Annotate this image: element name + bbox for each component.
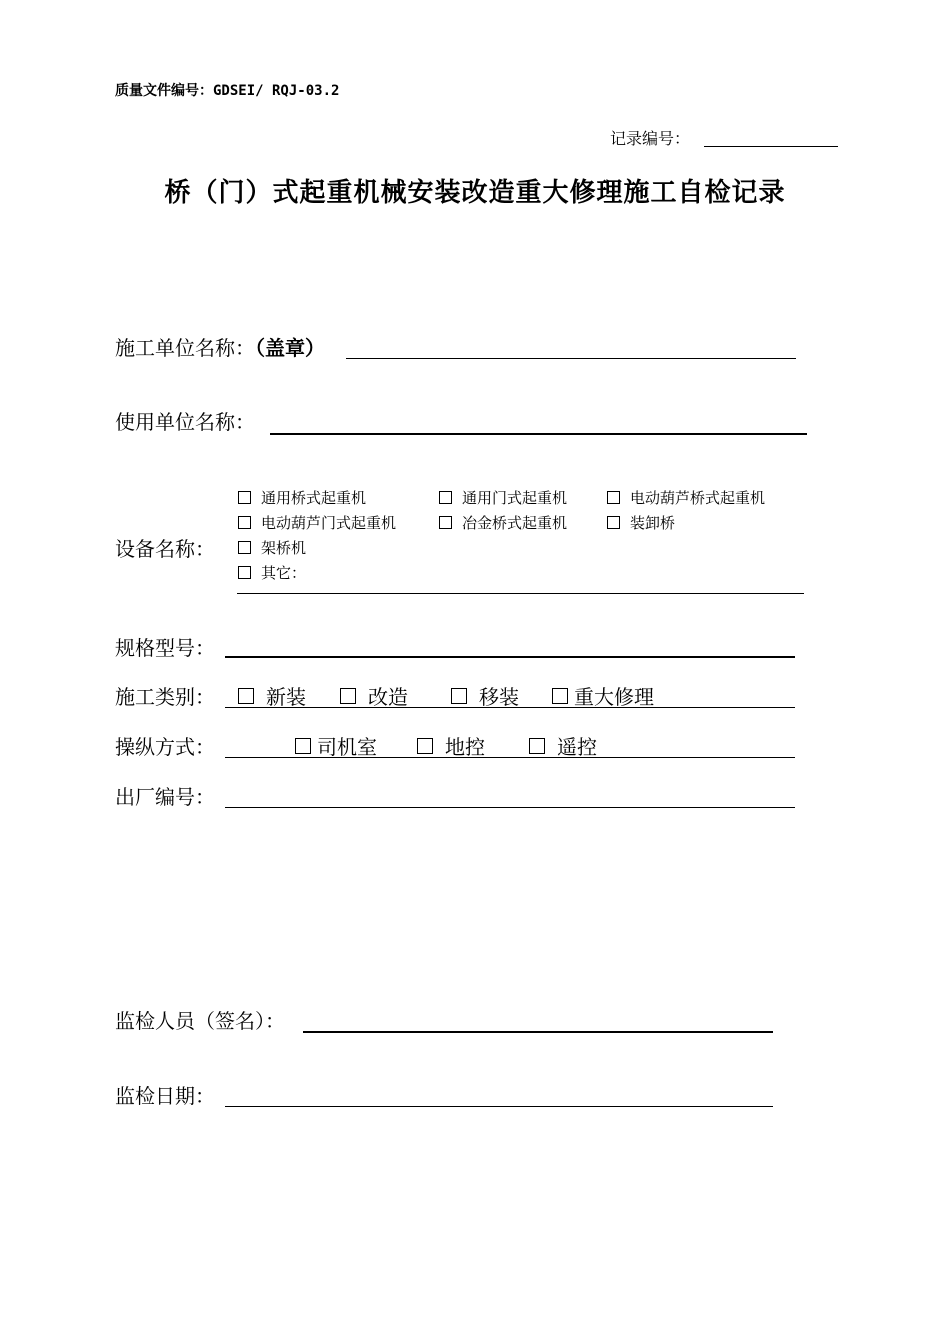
equipment-option-other[interactable]: 其它： [238, 562, 306, 583]
equipment-option-general-gantry[interactable]: 通用门式起重机 [439, 487, 567, 508]
equipment-option-hoist-gantry[interactable]: 电动葫芦门式起重机 [238, 512, 396, 533]
construction-type-major-repair[interactable]: 重大修理 [552, 681, 654, 710]
serial-label: 出厂编号： [115, 785, 215, 809]
checkbox[interactable] [607, 516, 620, 529]
equipment-other-field[interactable] [237, 593, 804, 594]
construction-type-label: 施工类别： [115, 685, 215, 709]
inspector-label: 监检人员（签名）： [115, 1009, 285, 1033]
date-field[interactable] [225, 1106, 773, 1107]
record-number-field[interactable] [704, 146, 838, 147]
construction-unit-field[interactable] [346, 358, 796, 359]
checkbox[interactable] [340, 688, 356, 704]
construction-type-modify[interactable]: 改造 [340, 681, 408, 710]
checkbox[interactable] [238, 516, 251, 529]
checkbox[interactable] [295, 738, 311, 754]
checkbox[interactable] [238, 491, 251, 504]
checkbox[interactable] [552, 688, 568, 704]
checkbox[interactable] [238, 566, 251, 579]
checkbox[interactable] [529, 738, 545, 754]
checkbox[interactable] [607, 491, 620, 504]
seal-label: （盖章） [255, 336, 325, 360]
record-number-label: 记录编号： [610, 129, 691, 148]
equipment-option-bridge-erector[interactable]: 架桥机 [238, 537, 306, 558]
serial-field[interactable] [225, 807, 795, 808]
page-title: 桥（门）式起重机械安装改造重大修理施工自检记录 [164, 178, 786, 208]
checkbox[interactable] [238, 688, 254, 704]
equipment-label: 设备名称： [115, 537, 215, 561]
checkbox[interactable] [451, 688, 467, 704]
checkbox[interactable] [439, 516, 452, 529]
equipment-option-hoist-bridge[interactable]: 电动葫芦桥式起重机 [607, 487, 765, 508]
user-unit-field[interactable] [270, 433, 807, 435]
construction-type-relocate[interactable]: 移装 [451, 681, 519, 710]
control-label: 操纵方式： [115, 735, 215, 759]
quality-doc-number: 质量文件编号：GDSEI/ RQJ-03.2 [115, 83, 340, 99]
spec-label: 规格型号： [115, 636, 215, 660]
control-remote[interactable]: 遥控 [529, 731, 597, 760]
date-label: 监检日期： [115, 1084, 215, 1108]
equipment-option-metallurgy-bridge[interactable]: 冶金桥式起重机 [439, 512, 567, 533]
checkbox[interactable] [439, 491, 452, 504]
inspector-field[interactable] [303, 1031, 773, 1033]
equipment-option-unloader[interactable]: 装卸桥 [607, 512, 675, 533]
checkbox[interactable] [238, 541, 251, 554]
construction-unit-label: 施工单位名称：（盖章） [115, 336, 325, 360]
construction-type-line [225, 707, 795, 708]
control-line [225, 757, 795, 758]
control-cab[interactable]: 司机室 [295, 731, 377, 760]
spec-field[interactable] [225, 656, 795, 658]
construction-type-new[interactable]: 新装 [238, 681, 306, 710]
equipment-option-general-bridge[interactable]: 通用桥式起重机 [238, 487, 366, 508]
control-ground[interactable]: 地控 [417, 731, 485, 760]
user-unit-label: 使用单位名称： [115, 410, 255, 434]
checkbox[interactable] [417, 738, 433, 754]
